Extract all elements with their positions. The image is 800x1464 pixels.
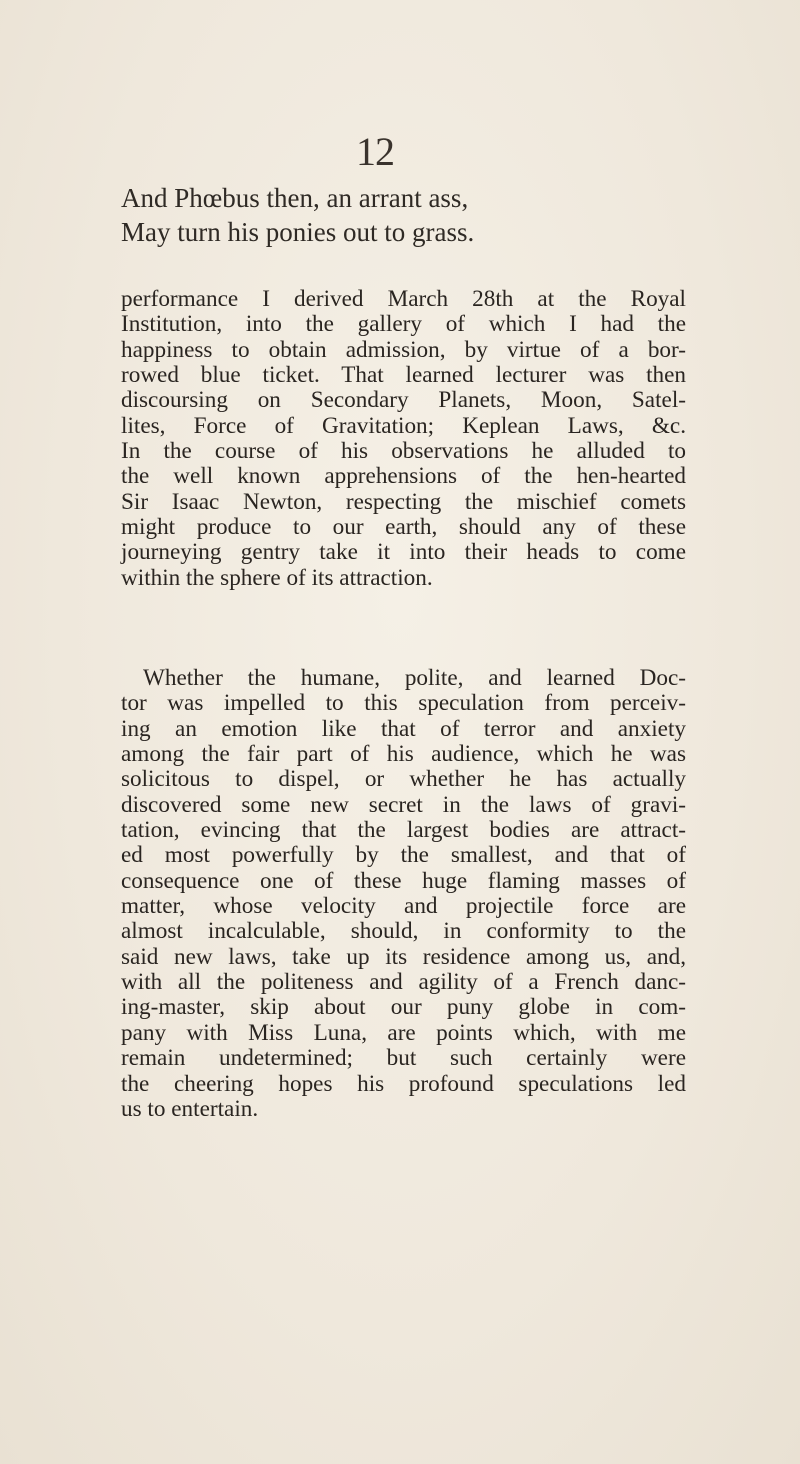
text-line: within the sphere of its attraction. [121, 564, 433, 591]
page-number: 12 [356, 129, 394, 174]
text-line: lites, Force of Gravitation; Keplean Laws, &c. [121, 412, 686, 439]
text-line: Whether the humane, polite, and learned Doc- [143, 665, 686, 691]
text-line: Institution, into the gallery of which I had the [121, 311, 686, 338]
text-line: almost incalculable, should, in conformity to the [121, 918, 686, 945]
verse-line: May turn his ponies out to grass. [121, 217, 475, 247]
text-line: the cheering hopes his profound speculations led [121, 1070, 686, 1097]
text-line: ed most powerfully by the smallest, and that of [121, 842, 686, 869]
text-line: consequence one of these huge flaming masses of [121, 867, 686, 894]
paragraph-doctor-speculation [121, 666, 686, 1122]
text-line: Sir Isaac Newton, respecting the mischief comets [121, 488, 686, 515]
text-line: In the course of his observations he alluded to [121, 438, 686, 465]
text-line: tation, evincing that the largest bodies are attract- [121, 817, 686, 844]
text-line: might produce to our earth, should any of these [121, 514, 686, 541]
text-line: discoursing on Secondary Planets, Moon, Satel- [121, 387, 686, 414]
text-line: ing-master, skip about our puny globe in com- [121, 994, 686, 1021]
text-line: matter, whose velocity and projectile force are [121, 893, 686, 920]
text-line: among the fair part of his audience, which he was [121, 741, 686, 768]
text-line: tor was impelled to this speculation from perceiv- [121, 690, 686, 717]
text-line: ing an emotion like that of terror and anxiety [121, 715, 686, 742]
text-line: rowed blue ticket. That learned lecturer was then [121, 362, 686, 389]
text-line: with all the politeness and agility of a French danc- [121, 969, 686, 996]
verse-couplet [121, 181, 681, 249]
text-line: pany with Miss Luna, are points which, with me [121, 1019, 686, 1046]
paragraph-royal-institution [121, 287, 686, 591]
text-line: solicitous to dispel, or whether he has actually [121, 766, 686, 793]
text-line: us to entertain. [121, 1095, 259, 1122]
text-line: discovered some new secret in the laws of gravi- [121, 791, 686, 818]
text-line: happiness to obtain admission, by virtue of a bor- [121, 336, 686, 363]
verse-line: And Phœbus then, an arrant ass, [121, 183, 469, 213]
text-line: performance I derived March 28th at the Royal [121, 286, 686, 312]
text-line: said new laws, take up its residence among us, and, [121, 943, 686, 970]
text-line: journeying gentry take it into their heads to come [121, 539, 686, 566]
text-line: remain undetermined; but such certainly were [121, 1045, 686, 1072]
text-line: the well known apprehensions of the hen-hearted [121, 463, 686, 490]
